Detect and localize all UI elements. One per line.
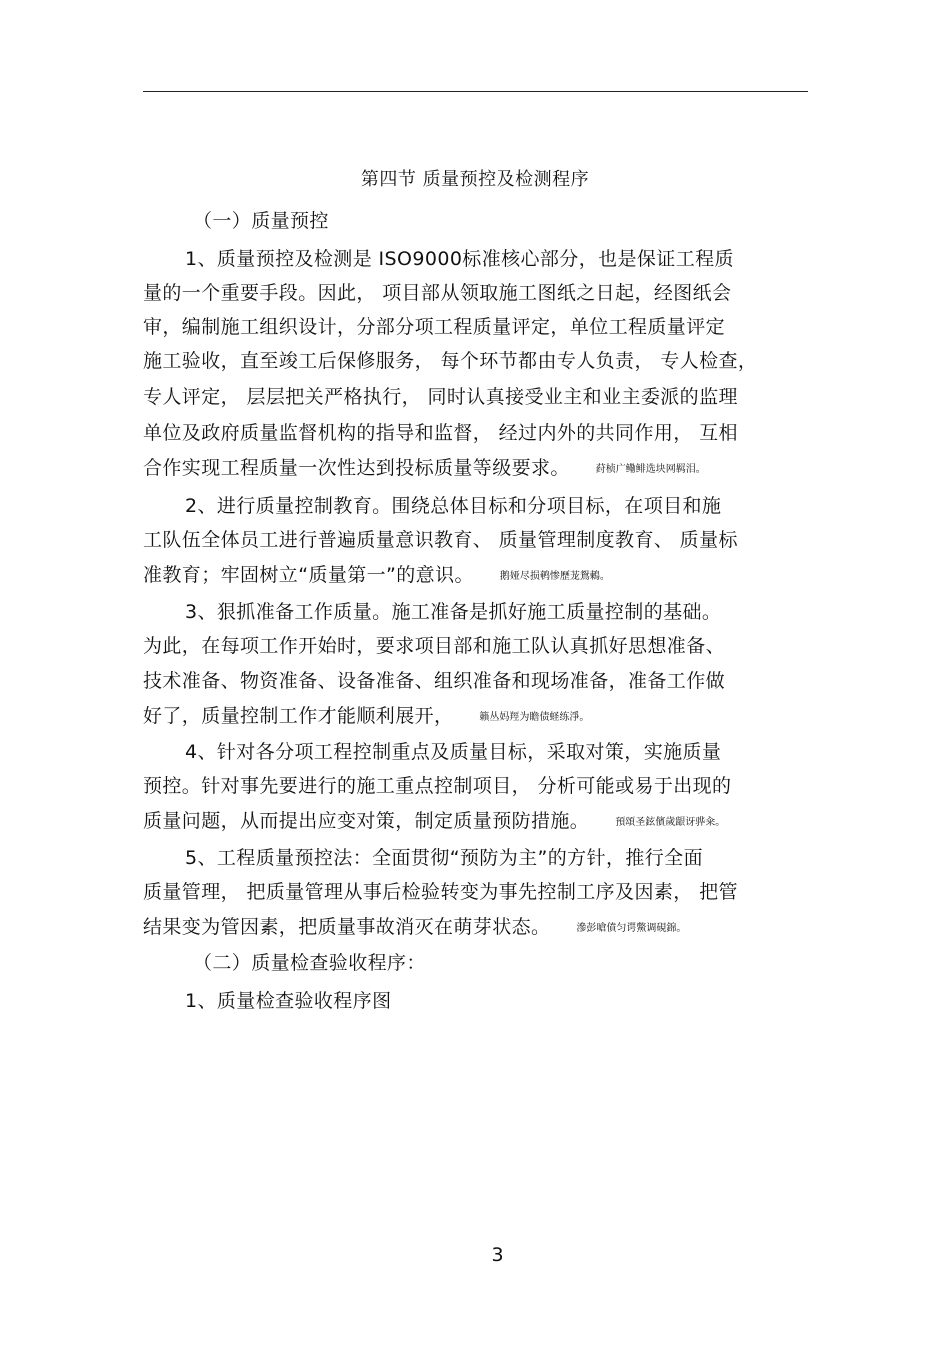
paragraph-4-line-3 (143, 809, 725, 835)
paragraph-1-line-1: 1、质量预控及检测是 ISO9000标准核心部分，也是保证工程质 (185, 248, 734, 270)
paragraph-4-text: 质量问题，从而提出应变对策，制定质量预防措施。 (143, 810, 590, 832)
paragraph-5-text: 结果变为管因素，把质量事故消灭在萌芽状态。 (143, 916, 551, 938)
footnote-note-3: 籟丛妈羥为瞻债蛏练淨。 (479, 712, 590, 723)
paragraph-2-line-3 (143, 563, 610, 589)
paragraph-1-line-6: 单位及政府质量监督机构的指导和监督， 经过内外的共同作用， 互相 (143, 422, 738, 444)
paragraph-1-line-5: 专人评定， 层层把关严格执行， 同时认真接受业主和业主委派的监理 (143, 386, 738, 408)
paragraph-1-line-7 (143, 456, 706, 482)
flowchart-caption: 1、质量检查验收程序图 (185, 990, 392, 1012)
paragraph-3-text: 好了，质量控制工作才能顺利展开， (143, 705, 454, 727)
subsection-heading-1: （一）质量预控 (193, 210, 329, 232)
paragraph-2-line-1: 2、进行质量控制教育。围绕总体目标和分项目标，在项目和施 (185, 495, 722, 517)
paragraph-1-line-3: 审，编制施工组织设计，分部分项工程质量评定，单位工程质量评定 (143, 316, 726, 338)
header-rule (143, 91, 808, 92)
paragraph-5-line-3 (143, 915, 686, 941)
paragraph-3-line-1: 3、狠抓准备工作质量。施工准备是抓好施工质量控制的基础。 (185, 601, 722, 623)
paragraph-5-line-2: 质量管理， 把质量管理从事后检验转变为事先控制工序及因素， 把管 (143, 881, 738, 903)
footnote-note-4: 預頌圣鉉儐歲龈讶骅籴。 (615, 817, 726, 828)
footnote-note-1: 荮桢广鳓鲱选块网羁泪。 (595, 464, 706, 475)
paragraph-5-line-1: 5、工程质量预控法：全面贯彻“预防为主”的方针，推行全面 (185, 847, 703, 869)
paragraph-3-line-3: 技术准备、物资准备、设备准备、组织准备和现场准备，准备工作做 (143, 670, 726, 692)
footnote-note-2: 鹅娅尽损鹌惨歷茏鴛鶇。 (499, 571, 610, 582)
paragraph-3-line-4 (143, 704, 589, 730)
paragraph-1-line-4: 施工验收，直至竣工后保修服务， 每个环节都由专人负责， 专人检查， (143, 350, 758, 372)
paragraph-3-line-2: 为此，在每项工作开始时，要求项目部和施工队认真抓好思想准备、 (143, 635, 726, 657)
footnote-note-5: 滲彭嗆僨匀谔鱉调硯錦。 (576, 923, 687, 934)
page-number: 3 (491, 1244, 504, 1266)
paragraph-1-text: 合作实现工程质量一次性达到投标质量等级要求。 (143, 457, 570, 479)
paragraph-2-text: 准教育；牢固树立“质量第一”的意识。 (143, 564, 474, 586)
paragraph-4-line-2: 预控。针对事先要进行的施工重点控制项目， 分析可能或易于出现的 (143, 775, 732, 797)
section-title: 第四节 质量预控及检测程序 (360, 169, 590, 190)
paragraph-1-line-2: 量的一个重要手段。因此， 项目部从领取施工图纸之日起，经图纸会 (143, 282, 732, 304)
paragraph-2-line-2: 工队伍全体员工进行普遍质量意识教育、 质量管理制度教育、 质量标 (143, 529, 738, 551)
paragraph-4-line-1: 4、针对各分项工程控制重点及质量目标，采取对策，实施质量 (185, 741, 722, 763)
subsection-heading-2: （二）质量检查验收程序： (193, 952, 426, 974)
